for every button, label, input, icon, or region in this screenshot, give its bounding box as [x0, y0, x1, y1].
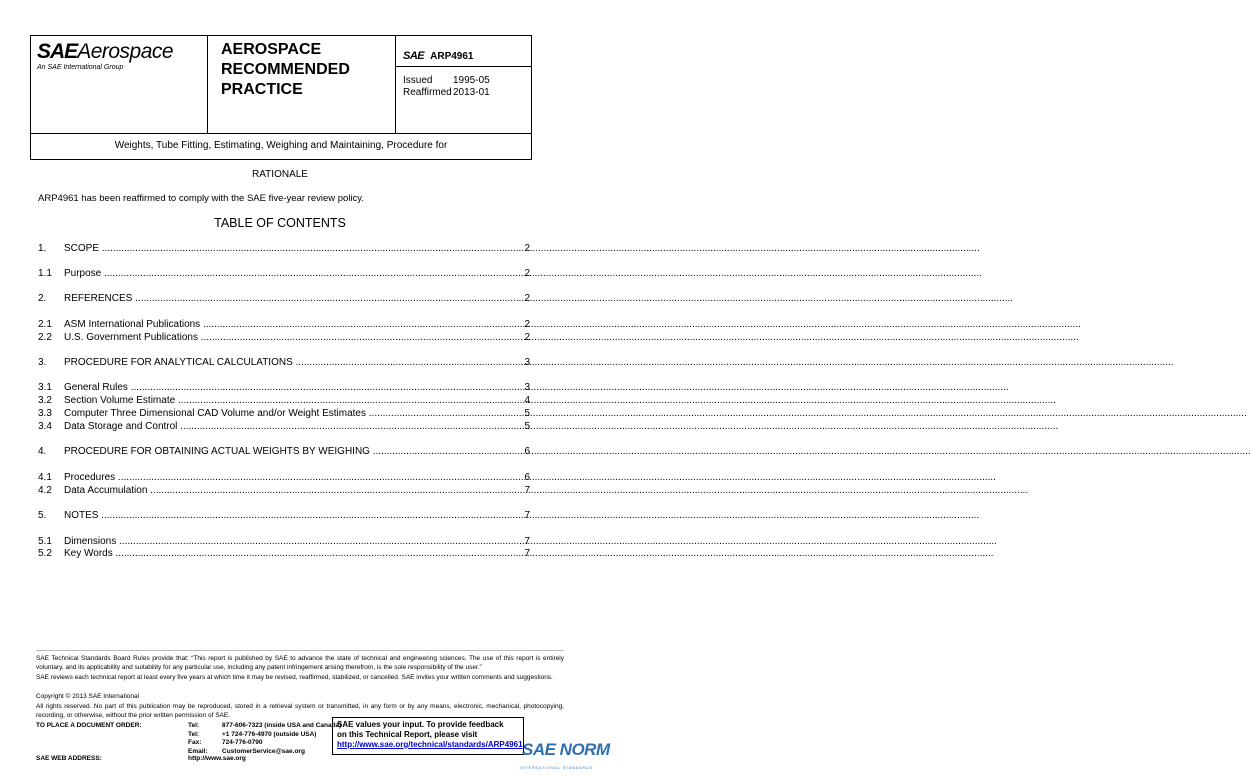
logo-aerospace-text: Aerospace: [77, 40, 174, 63]
toc-entry: 1.1 Purpose ..... 2: [38, 267, 530, 280]
toc-entry: 5.1 Dimensions ..... 7: [38, 535, 530, 548]
document-page: SAEAerospace An SAE International Group AEROSPACE RECOMMENDED PRACTICE SAE ARP4961 Issued 1995-05 Reaffirmed2013-01 Weights, Tube Fitting, Estimating, Weighing and Maintaining, Procedure for RATIONALE ARP4961 has been reaffirmed to comply with the SAE five-year review policy. TABLE OF CONTENTS 1. SCOPE ..... 2 1.1 Purpose ..... 2 2. REFERENCES ..... 2 2.1 ASM International Publications ..... 2 2.2 U.S. Government Publications ..... 2 3. PROCEDURE FOR ANALYTICAL CALCULATIONS ..... 3 3.1 General Rules ..... 3 3.2 Section Volume Estimate ..... 4 3.3 Computer Three Dimensional CAD Volume and/or Weight Estimates ..... 5 3.4 Data Storage and Control ..... 5 4. PROCEDURE FOR OBTAINING ACTUAL WEIGHTS BY WEIGHING ..... 6 4.1 Procedures ..... 6 4.2 Data Accumulation ..... 7 5. NOTES ..... 7 5.1 Dimensions ..... 7 5.2 Key Words ..... 7 SAE Technical Standards Board Rules provide that: “This report is published by SAE to advance the state of technical and engineering sciences. The use of this report is entirely voluntary, and its applicability and suitability for any particular use, including any patent infringement arising therefrom, is the sole responsibility of the user.” SAE reviews each technical report at least every five years at which time it may be revised, reaffirmed, stabilized, or cancelled. SAE invites your written comments and suggestions. Copyright © 2013 SAE International All rights reserved. No part of this publication may be reproduced, stored in a retrieval system or transmitted, in any form or by any means, electronic, mechanical, photocopying, recording, or otherwise, without the prior written permission of SAE. TO PLACE A DOCUMENT ORDER: Tel: 877-606-7323 (inside USA and Canada) Tel: +1 724-776-4970 (outside USA) Fax: 724-776-0790 Email: CustomerService@sae.org SAE WEB ADDRESS: http://www.sae.org SAE values your input. To provide feedback on this Technical Report, please visit http://www.sae.org/technical/standards/ARP4961 SAE NORM INTERNATIONAL STANDARDS: [0, 0, 600, 776]
logo-subtitle: An SAE International Group: [37, 64, 124, 71]
sae-mini-logo: SAE: [403, 50, 425, 62]
toc-entry: 1. SCOPE ..... 2: [38, 242, 530, 255]
order-label: TO PLACE A DOCUMENT ORDER:: [36, 722, 142, 729]
toc-entry: 2. REFERENCES ..... 2: [38, 292, 530, 305]
document-type: AEROSPACE RECOMMENDED PRACTICE: [221, 41, 350, 98]
sae-norm-watermark: SAE NORM: [522, 740, 610, 759]
toc-entry: 3.2 Section Volume Estimate ..... 4: [38, 394, 530, 407]
toc-entry: 3. PROCEDURE FOR ANALYTICAL CALCULATIONS ..... 3: [38, 356, 530, 369]
document-number: [403, 50, 473, 62]
footer-rights: All rights reserved. No part of this publication may be reproduced, stored in a retrieval system or transmitted, in any form or by any means, electronic, mechanical, photocopying, recording, or otherwise, without the prior written permission of SAE.: [36, 703, 564, 719]
document-number-text: ARP4961: [430, 51, 474, 62]
reaffirmed-label: Reaffirmed: [403, 87, 452, 98]
logo-sae-text: SAE: [37, 40, 78, 63]
phone-usa: 877-606-7323 (inside USA and Canada): [222, 722, 342, 729]
toc-entry: 4.2 Data Accumulation ..... 7: [38, 484, 530, 497]
issued-label: Issued: [403, 75, 433, 86]
header-box: [30, 35, 532, 134]
web-address-label: SAE WEB ADDRESS:: [36, 755, 102, 762]
document-title: Weights, Tube Fitting, Estimating, Weighing and Maintaining, Procedure for: [114, 140, 448, 151]
feedback-line-1: SAE values your input. To provide feedback: [337, 720, 504, 729]
toc-entry: 4.1 Procedures ..... 6: [38, 471, 530, 484]
email-address[interactable]: CustomerService@sae.org: [222, 747, 305, 755]
rationale-text: ARP4961 has been reaffirmed to comply with the SAE five-year review policy.: [38, 193, 364, 204]
issue-dates: [403, 75, 490, 99]
footer-divider: [36, 650, 564, 651]
feedback-link[interactable]: http://www.sae.org/technical/standards/ARP4961: [337, 740, 523, 749]
phone-intl: +1 724-776-4970 (outside USA): [222, 730, 317, 738]
fax-number: 724-776-0790: [222, 739, 263, 746]
document-title-box: [30, 132, 532, 160]
reaffirmed-value: 2013-01: [453, 87, 490, 98]
toc-entry: 2.1 ASM International Publications ..... 2: [38, 318, 530, 331]
toc-heading: TABLE OF CONTENTS: [214, 216, 346, 230]
issued-value: 1995-05: [453, 75, 490, 86]
toc-entry: 5. NOTES ..... 7: [38, 509, 530, 522]
web-address: [36, 755, 246, 762]
feedback-box: [332, 717, 524, 755]
sae-aerospace-logo: [37, 40, 205, 80]
watermark-subtitle: INTERNATIONAL STANDARDS: [520, 766, 593, 770]
rationale-heading: RATIONALE: [252, 169, 308, 180]
toc-entry: 3.3 Computer Three Dimensional CAD Volume and/or Weight Estimates ..... 5: [38, 407, 530, 420]
footer-copyright: Copyright © 2013 SAE International: [36, 693, 140, 700]
toc-entry: 3.1 General Rules ..... 3: [38, 381, 530, 394]
toc-entry: 4. PROCEDURE FOR OBTAINING ACTUAL WEIGHTS BY WEIGHING ..... 6: [38, 445, 530, 458]
toc-entry: 2.2 U.S. Government Publications ..... 2: [38, 331, 530, 344]
footer-review-note: SAE reviews each technical report at least every five years at which time it may be revised, reaffirmed, stabilized, or cancelled. SAE invites your written comments and suggestions.: [36, 674, 553, 681]
toc-entry: 5.2 Key Words ..... 7: [38, 547, 530, 560]
toc-entry: 3.4 Data Storage and Control ..... 5: [38, 420, 530, 433]
web-address-link[interactable]: http://www.sae.org: [188, 755, 246, 762]
footer-disclaimer: SAE Technical Standards Board Rules provide that: “This report is published by SAE to advance the state of technical and engineering sciences. The use of this report is entirely voluntary, and its applicability and suitability for any particular use, including any patent infringement arising therefrom, is the sole responsibility of the user.”: [36, 655, 564, 671]
feedback-line-2: on this Technical Report, please visit: [337, 730, 478, 739]
